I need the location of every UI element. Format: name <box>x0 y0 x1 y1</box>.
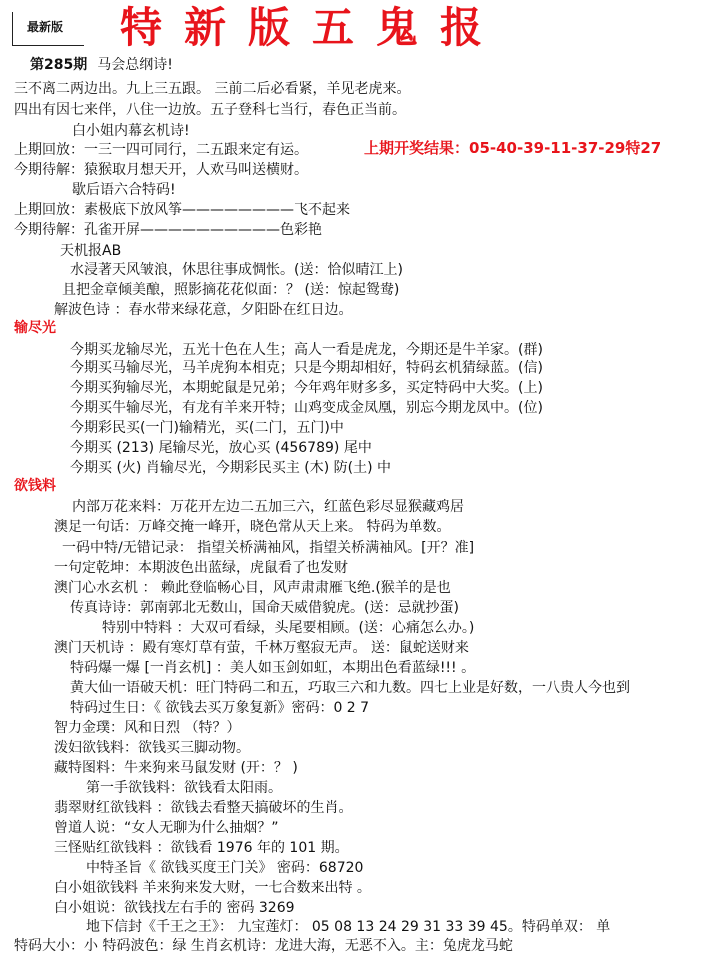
lose-line: 今期买牛输尽光，有龙有羊来开特；山鸡变成金凤凰，别忘今期龙凤中。(位) <box>70 400 543 416</box>
lose-line: 今期买 (213) 尾输尽光，放心买 (456789) 尾中 <box>70 440 372 456</box>
hint-line: 泼妇欲钱料：欲钱买三脚动物。 <box>54 740 250 756</box>
hint-line: 藏特图料：牛来狗来马鼠发财 (开：？ ) <box>54 760 298 776</box>
issue-line <box>30 55 173 76</box>
lose-line: 今期买龙输尽光，五光十色在人生；高人一看是虎龙，今期还是牛羊家。(群) <box>70 342 543 358</box>
verse-line: 上期回放：一三一四可同行，二五跟来定有运。 <box>14 142 308 158</box>
hint-line: 特码大小：小 特码波色：绿 生肖玄机诗：龙进大海，无恶不入。主：兔虎龙马蛇 <box>14 938 513 954</box>
lose-line: 今期买马输尽光，马羊虎狗本相克；只是今期却相好，特码玄机猜绿蓝。(信) <box>70 360 543 376</box>
hint-line: 黄大仙一语破天机：旺门特码二和五，巧取三六和九数。四七上业是好数，一八贵人今也到 <box>70 680 630 696</box>
hint-line: 中特圣旨《 欲钱买度王门关》 密码：68720 <box>86 860 364 876</box>
hint-line: 特码爆一爆 [一肖玄机] ：美人如玉剑如虹，本期出色看蓝绿!!! 。 <box>70 660 476 676</box>
section-heading-want-money: 欲钱料 <box>14 478 56 494</box>
lose-line: 今期买 (火) 肖输尽光，今期彩民买主 (木) 防(土) 中 <box>70 460 392 476</box>
heading-line: 白小姐内幕玄机诗! <box>72 123 190 139</box>
issue-subtitle: 马会总纲诗! <box>97 57 173 73</box>
hint-line: 澳门心水玄机 ： 赖此登临畅心目，风声肃肃雁飞绝.(猴羊的是也 <box>54 580 451 596</box>
verse-line: 且把金章倾美酿，照影摘花花似面：？ (送：惊起鸳鸯) <box>62 282 400 298</box>
verse-line: 上期回放：素极底下放风筝————————飞不起来 <box>14 202 350 218</box>
verse-line: 三不离二两边出。九上三五跟。 三前二后必看紧，羊见老虎来。 <box>14 81 411 97</box>
hint-line: 传真诗诗：郭南郭北无数山，国命天威借貌虎。(送：忌就抄蛋) <box>70 600 459 616</box>
edition-badge: 最新版 <box>12 12 84 46</box>
verse-line: 四出有因七来伴，八住一边放。五子登科七当行，春色正当前。 <box>14 102 406 118</box>
lose-line: 今期彩民买(一门)输精光，买(二门，五门)中 <box>70 420 344 436</box>
issue-number: 第285期 <box>30 57 88 73</box>
hint-line: 智力金璞：风和日烈 （特？） <box>54 720 241 736</box>
hint-line: 一句定乾坤：本期波色出蓝绿，虎鼠看了也发财 <box>54 560 348 576</box>
heading-line: 歇后语六合特码! <box>72 182 176 198</box>
section-heading-lose-all: 输尽光 <box>14 320 56 336</box>
verse-line: 今期待解：猿猴取月想天开，人欢马叫送横财。 <box>14 162 308 178</box>
verse-line: 水浸著天风皱浪，休思往事成惆怅。(送：恰似晴江上) <box>70 262 403 278</box>
hint-line: 澳门天机诗 ：殿有寒灯草有萤，千林万壑寂无声。 送：鼠蛇送财来 <box>54 640 469 656</box>
hint-line: 地下信封《千王之王》： 九宝莲灯： 05 08 13 24 29 31 33 39 45。特码单双： 单 <box>86 919 611 935</box>
last-draw-result: 上期开奖结果：05-40-39-11-37-29特27 <box>364 139 662 157</box>
hint-line: 特码过生日：《 欲钱去买万象复新》密码：0 2 7 <box>70 700 370 716</box>
hint-line: 澳足一句话：万峰交掩一峰开，晓色常从天上来。 特码为单数。 <box>54 519 451 535</box>
hint-line: 内部万花来料：万花开左边二五加三六，红蓝色彩尽显猴藏鸡居 <box>72 499 464 515</box>
heading-line: 天机报AB <box>60 243 122 259</box>
lose-line: 今期买狗输尽光，本期蛇鼠是兄弟；今年鸡年财多多，买定特码中大奖。(上) <box>70 380 543 396</box>
hint-line: 一码中特/无错记录： 指望关桥满袖风，指望关桥满袖风。[开？准] <box>62 540 475 556</box>
hint-line: 曾道人说：“女人无聊为什么抽烟？” <box>54 820 279 836</box>
hint-line: 三怪贴红欲钱料 ：欲钱看 1976 年的 101 期。 <box>54 840 349 856</box>
hint-line: 白小姐欲钱料 羊来狗来发大财，一七合数来出特 。 <box>54 880 371 896</box>
hint-line: 特别中特料 ：大双可看绿，头尾要相顾。(送：心痛怎么办。) <box>102 620 475 636</box>
page-title: 特新版五鬼报 <box>120 3 505 52</box>
hint-line: 白小姐说：欲钱找左右手的 密码 3269 <box>54 900 295 916</box>
verse-line: 今期待解：孔雀开屏——————————色彩艳 <box>14 222 322 238</box>
verse-line: 解波色诗 ：春水带来绿花意，夕阳卧在红日边。 <box>54 302 353 318</box>
hint-line: 第一手欲钱料：欲钱看太阳雨。 <box>86 780 282 796</box>
hint-line: 翡翠财红欲钱料 ：欲钱去看整天搞破坏的生肖。 <box>54 800 353 816</box>
